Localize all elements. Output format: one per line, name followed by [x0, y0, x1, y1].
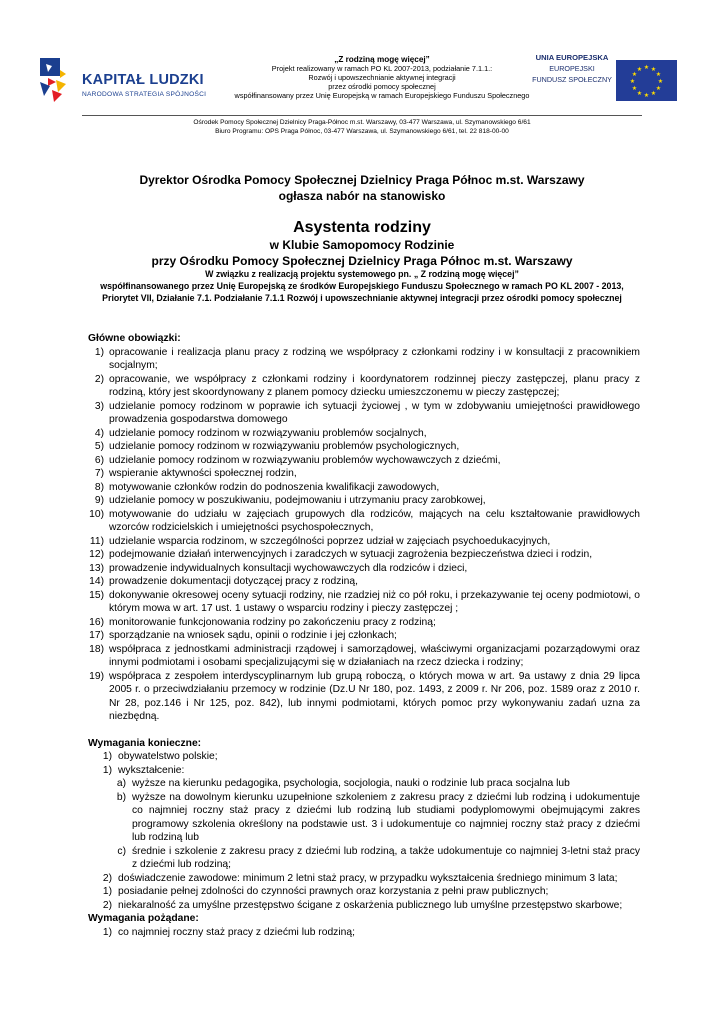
- item-text: udzielanie pomocy rodzinom w rozwiązywaniu problemów wychowawczych z dziećmi,: [109, 454, 501, 466]
- item-number: 16): [89, 616, 104, 628]
- item-text: niekaralność za umyślne przestępstwo ścigane z oskarżenia publicznego lub umyślne przestępstwo skarbowe;: [118, 899, 623, 911]
- item-text: opracowanie i realizacja planu pracy z rodziną we współpracy z członkami rodziny i w konsultacji z pracownikiem socjalnym;: [109, 346, 640, 371]
- item-number: 17): [89, 630, 104, 641]
- announcement-line: Dyrektor Ośrodka Pomocy Społecznej Dzielnicy Praga Północ m.st. Warszawy: [139, 173, 585, 187]
- project-line: przez ośrodki pomocy społecznej: [328, 81, 436, 91]
- eu-logo-line: EUROPEJSKI: [549, 64, 595, 73]
- duty-item: [88, 562, 640, 576]
- item-number: 13): [89, 562, 104, 574]
- header-divider: [82, 115, 642, 116]
- item-number: 18): [89, 643, 104, 655]
- desired-heading: Wymagania pożądane:: [88, 913, 199, 924]
- duty-item: [88, 616, 640, 630]
- item-number: 15): [89, 589, 104, 601]
- item-text: średnie i szkolenie z zakresu pracy z dziećmi lub rodziną, a także udokumentuje co najmniej 3-letni staż pracy z dziećmi lub rodziną;: [132, 845, 640, 870]
- education-option: [88, 777, 640, 791]
- item-number: 2): [94, 373, 104, 385]
- duty-item: [88, 346, 640, 373]
- item-number: 1): [102, 886, 112, 897]
- duty-item: [88, 467, 640, 481]
- item-text: udzielanie wsparcia rodzinom, w szczególności poprzez udział w zajęciach psychoedukacyjnych,: [109, 535, 551, 547]
- duty-item: [88, 575, 640, 589]
- project-line: Projekt realizowany w ramach PO KL 2007-2013, podziałanie 7.1.1.:: [271, 63, 493, 73]
- item-text: doświadczenie zawodowe: minimum 2 letni staż pracy, w przypadku wykształcenia średniego minimum 3 lata;: [118, 872, 618, 884]
- duty-item: [88, 400, 640, 427]
- item-text: wyższe na kierunku pedagogika, psychologia, socjologia, nauki o rodzinie lub praca socjalna lub: [132, 778, 570, 789]
- eu-logo-line: UNIA EUROPEJSKA: [535, 53, 609, 62]
- svg-text:★: ★: [629, 78, 636, 85]
- education-sublist: [88, 777, 640, 872]
- requirements-heading: Wymagania konieczne:: [88, 737, 202, 749]
- item-text: prowadzenie dokumentacji dotyczącej pracy z rodziną,: [109, 576, 358, 587]
- requirement-item: [88, 899, 640, 913]
- context-line: Priorytet VII, Działanie 7.1. Podziałanie 7.1.1 Rozwój i upowszechnianie aktywnej integracji przez ośrodki pomocy społecznej: [102, 293, 622, 303]
- letterhead: [0, 44, 724, 119]
- requirement-item: [88, 750, 640, 764]
- svg-text:★: ★: [655, 85, 662, 92]
- requirements-list: [88, 750, 640, 777]
- duties-heading: Główne obowiązki:: [88, 333, 181, 344]
- svg-text:★: ★: [657, 78, 664, 85]
- item-text: współpraca z jednostkami administracji rządowej i samorządowej, właściwymi organizacjami pozarządowymi oraz innymi podmiotami i osobami specjalizującymi się w działaniach na rzecz dziecka i rodziny;: [109, 643, 640, 668]
- duty-item: [88, 548, 640, 562]
- item-text: motywowanie członków rodzin do podnoszenia kwalifikacji zawodowych,: [109, 481, 440, 493]
- item-number: 1): [102, 764, 112, 776]
- duty-item: [88, 494, 640, 508]
- education-option: [88, 845, 640, 872]
- duties-list: [88, 346, 640, 724]
- eu-flag-icon: [616, 60, 677, 101]
- item-number: 3): [94, 400, 104, 412]
- item-text: monitorowanie funkcjonowania rodziny po zakończeniu pracy z rodziną;: [109, 616, 436, 628]
- position-place: [0, 237, 724, 269]
- item-text: prowadzenie indywidualnych konsultacji wychowawczych dla rodziców i dzieci,: [109, 562, 468, 574]
- svg-text:★: ★: [643, 92, 650, 99]
- project-context: [0, 268, 724, 304]
- svg-text:★: ★: [631, 85, 638, 92]
- item-number: 19): [89, 670, 104, 682]
- context-line: W związku z realizacją projektu systemowego pn. „ Z rodziną mogę więcej”: [205, 269, 519, 279]
- duty-item: [88, 589, 640, 616]
- svg-text:★: ★: [650, 66, 657, 73]
- desired-list: [88, 926, 640, 940]
- duty-item: [88, 508, 640, 535]
- place-line: przy Ośrodku Pomocy Społecznej Dzielnicy Praga Północ m.st. Warszawy: [151, 254, 573, 268]
- education-option: [88, 791, 640, 845]
- item-text: współpraca z zespołem interdyscyplinarnym lub grupą roboczą, o których mowa w art. 9a ustawy z dnia 29 lipca 2005 r. o przeciwdziałaniu przemocy w rodzinie (Dz.U Nr 180, poz. 1493, z 2009 r. Nr 206, poz. 1589 oraz z 2010 r. Nr 28, poz.146 i Nr 125, poz. 842), lub innymi podmiotami, których pomoc przy wykonywaniu zadań uzna za niezbędną.: [109, 670, 640, 722]
- duty-item: [88, 373, 640, 400]
- eu-logo-line: FUNDUSZ SPOŁECZNY: [532, 75, 612, 84]
- item-number: b): [116, 791, 126, 803]
- address-block: [0, 118, 724, 136]
- project-line: współfinansowany przez Unię Europejską w ramach Europejskiego Funduszu Społecznego: [234, 90, 530, 100]
- item-number: 4): [94, 427, 104, 439]
- project-line: Rozwój i upowszechnianie aktywnej integracji: [308, 72, 456, 82]
- position-title: Asystenta rodziny: [293, 219, 431, 236]
- duty-item: [88, 440, 640, 454]
- context-line: współfinansowanego przez Unię Europejską ze środków Europejskiego Funduszu Społecznego w ramach PO KL 2007 - 2013,: [100, 281, 624, 291]
- svg-text:★: ★: [636, 66, 643, 73]
- address-line: Biuro Programu: OPS Praga Północ, 03-477 Warszawa, ul. Szymanowskiego 6/61, tel. 22 818-00-00: [215, 128, 509, 135]
- document-body: [88, 332, 640, 939]
- requirement-item: [88, 872, 640, 886]
- item-text: obywatelstwo polskie;: [118, 751, 218, 762]
- logo-title: KAPITAŁ LUDZKI: [82, 72, 204, 88]
- item-number: 9): [94, 495, 104, 506]
- item-text: wspieranie aktywności społecznej rodzin,: [109, 468, 297, 479]
- item-number: 7): [94, 468, 104, 479]
- requirement-item: [88, 764, 640, 778]
- svg-text:★: ★: [655, 71, 662, 78]
- logo-subtitle: NARODOWA STRATEGIA SPÓJNOŚCI: [82, 91, 207, 98]
- kapital-ludzki-emblem-icon: [36, 52, 76, 104]
- item-number: 1): [102, 926, 112, 938]
- svg-text:★: ★: [650, 90, 657, 97]
- item-number: a): [116, 778, 126, 789]
- item-number: 1): [94, 346, 104, 358]
- item-number: 6): [94, 454, 104, 466]
- item-text: posiadanie pełnej zdolności do czynności prawnych oraz korzystania z pełni praw publicznych;: [118, 886, 549, 897]
- duty-item: [88, 454, 640, 468]
- desired-item: [88, 926, 640, 940]
- svg-text:★: ★: [636, 90, 643, 97]
- requirements-list-cont: [88, 872, 640, 913]
- item-text: udzielanie pomocy rodzinom w rozwiązywaniu problemów socjalnych,: [109, 427, 427, 439]
- item-text: dokonywanie okresowej oceny sytuacji rodziny, nie rzadziej niż co pół roku, i przekazywanie tej oceny podmiotowi, o którym mowa w art. 17 ust. 1 ustawy o wsparciu rodziny i pieczy zastępczej ;: [109, 589, 640, 614]
- duty-item: [88, 535, 640, 549]
- duty-item: [88, 427, 640, 441]
- item-text: udzielanie pomocy w poszukiwaniu, podejmowaniu i utrzymaniu pracy zarobkowej,: [109, 495, 486, 506]
- item-number: 2): [102, 899, 112, 911]
- project-info: [222, 56, 542, 101]
- duty-item: [88, 629, 640, 643]
- item-text: podejmowanie działań interwencyjnych i zaradczych w sytuacji zagrożenia bezpieczeństwa dzieci i rodzin,: [109, 549, 593, 560]
- eu-logo-text: [522, 52, 622, 85]
- item-number: 8): [94, 481, 104, 493]
- item-text: sporządzanie na wniosek sądu, opinii o rodzinie i jej członkach;: [109, 630, 397, 641]
- item-number: 10): [89, 508, 104, 520]
- requirement-item: [88, 885, 640, 899]
- item-number: 5): [94, 441, 104, 452]
- item-text: co najmniej roczny staż pracy z dziećmi lub rodziną;: [118, 926, 355, 938]
- address-line: Ośrodek Pomocy Społecznej Dzielnicy Praga-Północ m.st. Warszawy, 03-477 Warszawa, ul. Szymanowskiego 6/61: [193, 119, 531, 126]
- duty-item: [88, 481, 640, 495]
- item-text: wykształcenie:: [118, 764, 185, 776]
- svg-text:★: ★: [643, 64, 650, 71]
- item-text: motywowanie do udziału w zajęciach grupowych dla rodziców, mających na celu kształtowanie prawidłowych wzorców rodzicielskich i umiejętności psychospołecznych,: [109, 508, 640, 533]
- project-title: „Z rodziną mogę więcej”: [334, 55, 430, 64]
- svg-text:★: ★: [631, 71, 638, 78]
- announcement-line: ogłasza nabór na stanowisko: [278, 189, 446, 203]
- item-number: 1): [102, 751, 112, 762]
- item-number: 2): [102, 872, 112, 884]
- item-text: opracowanie, we współpracy z członkami rodziny i koordynatorem rodzinnej pieczy zastępczej, planu pracy z rodziną, który jest skoordynowany z planem pomocy dziecku umieszczonemu w pieczy zastępczej;: [109, 373, 640, 398]
- duty-item: [88, 643, 640, 670]
- item-text: udzielanie pomocy rodzinom w poprawie ich sytuacji życiowej , w tym w zdobywaniu umiejętności prawidłowego prowadzenia gospodarstwa domowego: [109, 400, 640, 425]
- kapital-ludzki-logo: [36, 52, 236, 102]
- announcement-heading: [0, 172, 724, 204]
- place-line: w Klubie Samopomocy Rodzinie: [269, 238, 455, 252]
- item-number: 12): [89, 549, 104, 560]
- duty-item: [88, 670, 640, 724]
- item-number: 14): [89, 576, 104, 587]
- item-number: c): [117, 845, 126, 857]
- item-text: udzielanie pomocy rodzinom w rozwiązywaniu problemów psychologicznych,: [109, 441, 460, 452]
- item-text: wyższe na dowolnym kierunku uzupełnione szkoleniem z zakresu pracy z dziećmi lub rodziną i udokumentuje co najmniej roczny staż pracy z dziećmi lub rodziną lub studiami podyplomowymi obejmującymi zakres programowy szkolenia określony na podstawie ust. 3 i udokumentuje co najmniej roczny staż pracy z dziećmi lub rodziną lub: [132, 791, 640, 843]
- item-number: 11): [89, 535, 104, 547]
